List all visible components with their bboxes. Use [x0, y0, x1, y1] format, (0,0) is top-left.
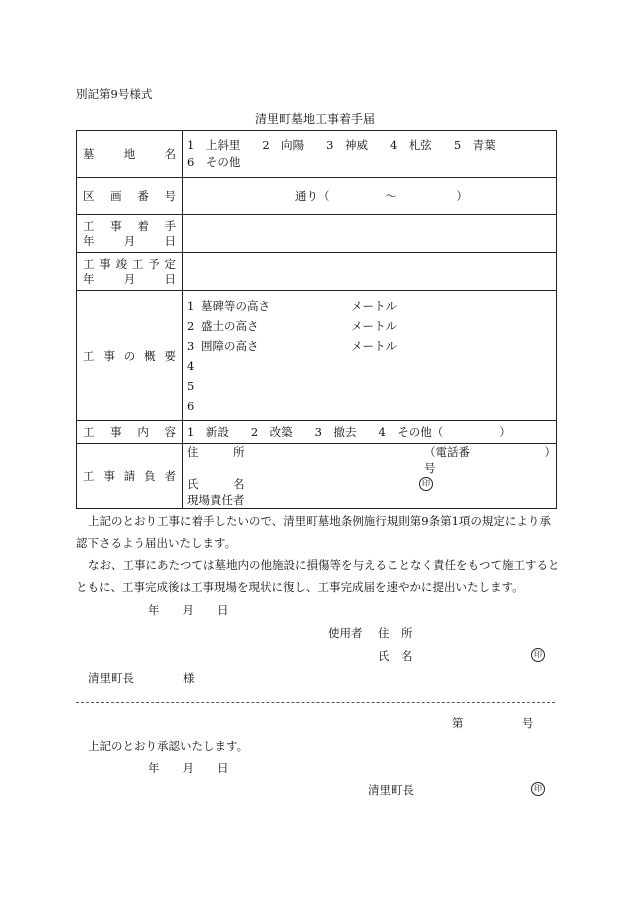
- start-date-value[interactable]: [183, 215, 557, 253]
- contractor-value: [183, 444, 557, 509]
- cemetery-option: 上斜里: [205, 138, 241, 152]
- work-option: 新設: [205, 424, 229, 439]
- approval-signer: 清里町長: [368, 783, 414, 797]
- option-no: 3: [326, 138, 334, 152]
- document-title: 清里町墓地工事着手届: [254, 112, 375, 126]
- seal-icon: 印: [531, 782, 545, 796]
- work-content-row: [77, 421, 557, 444]
- completion-date-label: 工 事 竣 工 予 定 年 月 日: [77, 253, 183, 291]
- application-table: [76, 130, 557, 509]
- overview-item: 4: [187, 358, 195, 373]
- user-label: 使用者: [328, 626, 363, 640]
- cemetery-option: 向陽: [281, 138, 305, 152]
- overview-item: 5: [187, 378, 195, 393]
- overview-item: 1 墓碑等の高さ メートル: [187, 298, 397, 313]
- option-no: 3: [314, 424, 322, 439]
- cemetery-name-label-cell: [77, 131, 183, 178]
- submission-date: 年 月 日: [148, 603, 229, 617]
- work-option: その他（: [397, 424, 444, 439]
- overview-label: 工 事 の 概 要: [83, 348, 176, 363]
- option-no: 5: [453, 138, 462, 152]
- overview-label-cell: [77, 291, 183, 421]
- phone-label: （電話番号: [423, 445, 470, 475]
- cemetery-option: その他: [205, 155, 241, 169]
- option-no: 6: [187, 155, 195, 169]
- option-no: 2: [250, 424, 259, 439]
- name-label: 氏 名: [187, 477, 245, 491]
- work-option: 改築: [269, 424, 293, 439]
- option-no: 4: [389, 138, 398, 152]
- address-label: 住 所: [187, 445, 245, 459]
- option-no: 4: [378, 424, 386, 439]
- seal-icon: 印: [531, 648, 545, 662]
- range-tilde: ～: [385, 189, 397, 203]
- plot-number-row: [77, 178, 557, 215]
- approval-date: 年 月 日: [148, 761, 229, 775]
- option-no: 1: [187, 424, 195, 439]
- option-no: 1: [187, 138, 195, 152]
- approval-number-prefix: 第: [452, 716, 464, 730]
- work-content-label: 工 事 内 容: [83, 425, 176, 439]
- cemetery-name-label: 墓 地 名: [83, 147, 176, 161]
- body-paragraph-1: 上記のとおり工事に着手したいので、清里町墓地条例施行規則第9条第1項の規定により承認下さるよう届出いたします。: [76, 514, 551, 550]
- contractor-label: 工 事 請 負 者: [83, 469, 176, 483]
- plot-number-label-cell: [77, 178, 183, 215]
- work-option: 撤去: [333, 424, 357, 439]
- contractor-label-cell: [77, 444, 183, 509]
- cemetery-name-options: [183, 131, 557, 178]
- close-paren: ）: [499, 424, 511, 439]
- user-name-label: 氏 名: [378, 649, 413, 663]
- overview-items: [183, 291, 557, 421]
- close-paren: ）: [456, 189, 468, 203]
- start-date-label: 工 事 着 手 年 月 日: [77, 215, 183, 253]
- body-paragraph-2: なお、工事にあたつては墓地内の他施設に損傷等を与えることなく責任をもつて施工するとともに、工事完成後は工事現場を現状に復し、工事完成届を速やかに提出いたします。: [76, 558, 560, 594]
- dashed-separator: [76, 702, 555, 703]
- addressee: 清里町長: [88, 671, 134, 685]
- approval-text: 上記のとおり承認いたします。: [88, 739, 249, 753]
- approval-number-suffix: 号: [522, 716, 534, 730]
- close-paren: ）: [544, 445, 556, 459]
- street-label: 通り（: [295, 189, 330, 203]
- work-content-options: [183, 421, 557, 444]
- work-content-label-cell: [77, 421, 183, 444]
- form-number: 別記第9号様式: [76, 87, 153, 101]
- cemetery-option: 神威: [344, 138, 368, 152]
- overview-row: [77, 291, 557, 421]
- seal-icon: 印: [419, 477, 433, 491]
- start-date-row: [77, 215, 557, 253]
- overview-item: 6: [187, 398, 195, 413]
- user-address-label: 住 所: [378, 626, 413, 640]
- cemetery-option: 青葉: [472, 138, 496, 152]
- cemetery-name-row: [77, 131, 557, 178]
- honorific: 様: [183, 671, 195, 685]
- cemetery-option: 札弦: [408, 138, 432, 152]
- supervisor-label: 現場責任者: [187, 493, 245, 507]
- overview-item: 2 盛土の高さ メートル: [187, 318, 397, 333]
- overview-item: 3 囲障の高さ メートル: [187, 338, 397, 353]
- plot-number-label: 区 画 番 号: [83, 189, 176, 203]
- completion-date-value[interactable]: [183, 253, 557, 291]
- option-no: 2: [262, 138, 270, 152]
- completion-date-row: [77, 253, 557, 291]
- plot-number-value: [183, 178, 557, 215]
- contractor-row: [77, 444, 557, 509]
